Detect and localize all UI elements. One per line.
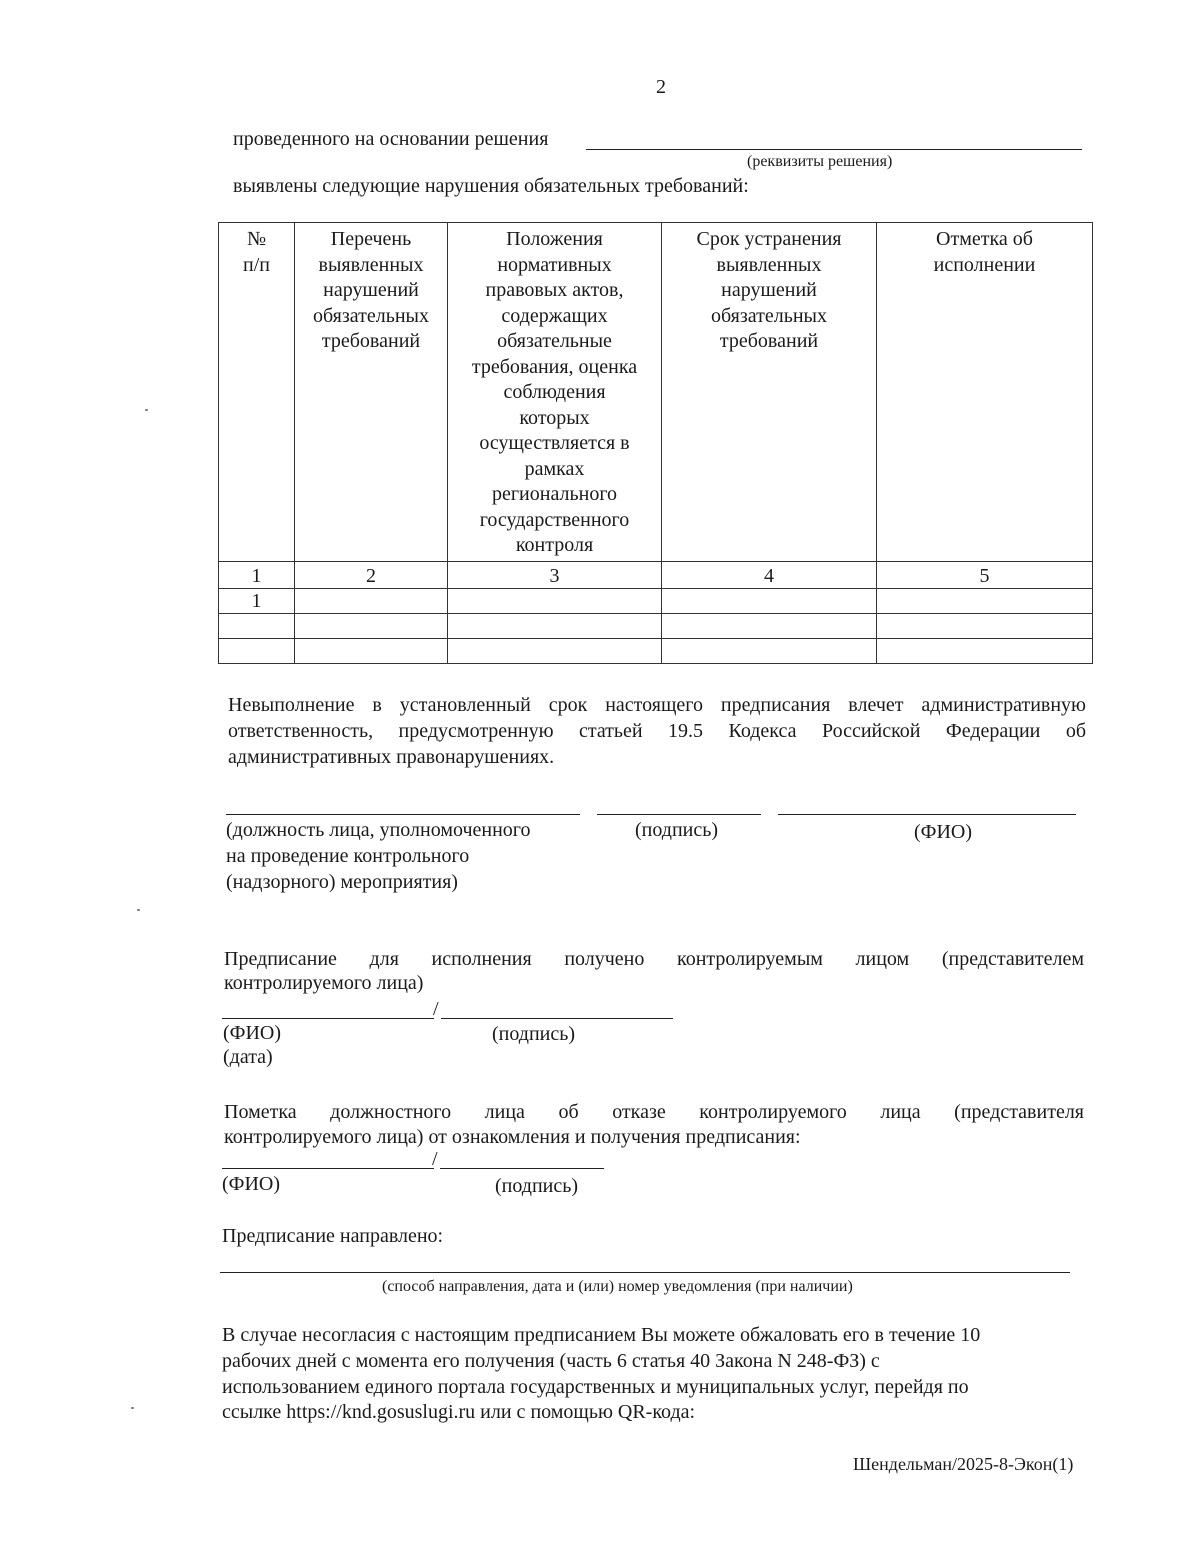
header-deadline bbox=[662, 223, 877, 562]
header-violations-list bbox=[295, 223, 448, 562]
header-number bbox=[219, 223, 295, 562]
liability-line: административных правонарушениях. bbox=[228, 746, 555, 768]
received-signature-caption: (подпись) bbox=[492, 1023, 576, 1045]
header-text: № bbox=[246, 228, 267, 250]
table-row bbox=[219, 589, 1093, 614]
table-cell bbox=[448, 639, 662, 664]
position-caption: (надзорного) мероприятия) bbox=[226, 871, 458, 893]
received-fio-line bbox=[222, 1018, 434, 1019]
column-number: 5 bbox=[877, 562, 1093, 589]
refusal-fio-caption: (ФИО) bbox=[222, 1173, 281, 1195]
header-text: Перечень bbox=[330, 228, 412, 250]
position-caption: (должность лица, уполномоченного bbox=[226, 819, 531, 841]
refusal-slash: / bbox=[432, 1148, 438, 1170]
header-text: регионального bbox=[491, 483, 618, 505]
header-text: Положения bbox=[506, 228, 603, 250]
appeal-line: В случае несогласия с настоящим предписанием Вы можете обжаловать его в течение 10 bbox=[222, 1324, 981, 1346]
header-text: п/п bbox=[243, 253, 270, 276]
received-text: контролируемого лица) bbox=[224, 972, 424, 994]
table-cell bbox=[219, 614, 295, 639]
page-number: 2 bbox=[656, 76, 666, 98]
table-cell bbox=[662, 589, 877, 614]
table-cell bbox=[448, 589, 662, 614]
table-cell bbox=[877, 589, 1093, 614]
header-text: обязательных bbox=[313, 304, 429, 327]
table-header-row bbox=[219, 223, 1093, 562]
header-completion-mark bbox=[877, 223, 1093, 562]
received-signature-line bbox=[441, 1018, 673, 1019]
column-number: 3 bbox=[448, 562, 662, 589]
header-text: исполнении bbox=[933, 253, 1036, 276]
refusal-signature-caption: (подпись) bbox=[495, 1175, 579, 1197]
column-number: 2 bbox=[295, 562, 448, 589]
table-cell bbox=[219, 639, 295, 664]
table-cell bbox=[295, 614, 448, 639]
column-number: 4 bbox=[662, 562, 877, 589]
header-text: требования, оценка bbox=[471, 355, 638, 378]
header-text: содержащих bbox=[501, 304, 608, 327]
table-row bbox=[219, 639, 1093, 664]
liability-line: ответственность, предусмотренную статьей 19.5 Кодекса Российской Федерации об bbox=[228, 720, 1086, 742]
header-text: требований bbox=[719, 330, 819, 352]
table-row bbox=[219, 614, 1093, 639]
sent-label: Предписание направлено: bbox=[222, 1225, 444, 1247]
sent-method-line bbox=[220, 1272, 1070, 1273]
column-number: 1 bbox=[219, 562, 295, 589]
table-cell bbox=[448, 614, 662, 639]
header-text: обязательных bbox=[711, 304, 827, 327]
header-text: правовых актов, bbox=[485, 279, 624, 301]
decision-details-caption: (реквизиты решения) bbox=[747, 153, 893, 170]
table-cell bbox=[295, 639, 448, 664]
received-slash: / bbox=[433, 998, 439, 1020]
table-cell bbox=[295, 589, 448, 614]
refusal-fio-line bbox=[222, 1168, 434, 1169]
violations-intro: выявлены следующие нарушения обязательных требований: bbox=[233, 175, 749, 197]
header-text: нормативных bbox=[497, 253, 612, 276]
violations-table bbox=[218, 222, 1093, 664]
refusal-text: контролируемого лица) от ознакомления и получения предписания: bbox=[224, 1126, 801, 1148]
sent-method-caption: (способ направления, дата и (или) номер уведомления (при наличии) bbox=[382, 1278, 853, 1295]
received-fio-caption: (ФИО) bbox=[223, 1022, 282, 1044]
header-text: государственного bbox=[479, 508, 630, 531]
header-text: осуществляется в bbox=[479, 432, 630, 454]
position-line bbox=[226, 814, 580, 815]
appeal-line: рабочих дней с момента его получения (часть 6 статья 40 Закона N 248-ФЗ) с bbox=[222, 1350, 880, 1372]
header-text: нарушений bbox=[323, 279, 419, 301]
decision-details-line bbox=[586, 149, 1082, 150]
header-text: которых bbox=[519, 406, 590, 429]
table-cell bbox=[662, 614, 877, 639]
header-text: Срок устранения bbox=[696, 228, 842, 250]
table-cell: 1 bbox=[219, 589, 295, 614]
document-code: Шендельман/2025-8-Экон(1) bbox=[853, 1454, 1074, 1474]
header-text: рамках bbox=[524, 457, 585, 480]
header-text: требований bbox=[321, 330, 421, 352]
fio-caption: (ФИО) bbox=[914, 821, 973, 843]
position-caption: на проведение контрольного bbox=[226, 845, 470, 867]
fio-line bbox=[778, 814, 1076, 815]
header-text: нарушений bbox=[721, 279, 817, 301]
scan-speck bbox=[137, 909, 140, 911]
scan-speck bbox=[145, 409, 148, 411]
signature-line bbox=[597, 814, 761, 815]
basis-text: проведенного на основании решения bbox=[233, 128, 549, 150]
header-legal-provisions bbox=[448, 223, 662, 562]
header-text: Отметка об bbox=[936, 228, 1033, 250]
header-text: соблюдения bbox=[503, 381, 606, 403]
scan-speck bbox=[131, 1407, 134, 1409]
column-numbers-row bbox=[219, 562, 1093, 589]
table-cell bbox=[877, 639, 1093, 664]
liability-line: Невыполнение в установленный срок настоящего предписания влечет административную bbox=[228, 694, 1086, 716]
header-text: контроля bbox=[515, 534, 594, 556]
header-text: выявленных bbox=[318, 253, 424, 276]
received-text: Предписание для исполнения получено контролируемым лицом (представителем bbox=[224, 948, 1084, 970]
signature-caption: (подпись) bbox=[635, 819, 719, 841]
header-text: выявленных bbox=[716, 253, 822, 276]
refusal-signature-line bbox=[440, 1168, 604, 1169]
header-text: обязательные bbox=[497, 330, 612, 352]
table-cell bbox=[877, 614, 1093, 639]
appeal-line: использованием единого портала государственных и муниципальных услуг, перейдя по bbox=[222, 1376, 969, 1398]
received-date-caption: (дата) bbox=[223, 1046, 273, 1068]
refusal-text: Пометка должностного лица об отказе контролируемого лица (представителя bbox=[224, 1101, 1084, 1123]
appeal-line: ссылке https://knd.gosuslugi.ru или с помощью QR-кода: bbox=[222, 1401, 696, 1423]
table-cell bbox=[662, 639, 877, 664]
